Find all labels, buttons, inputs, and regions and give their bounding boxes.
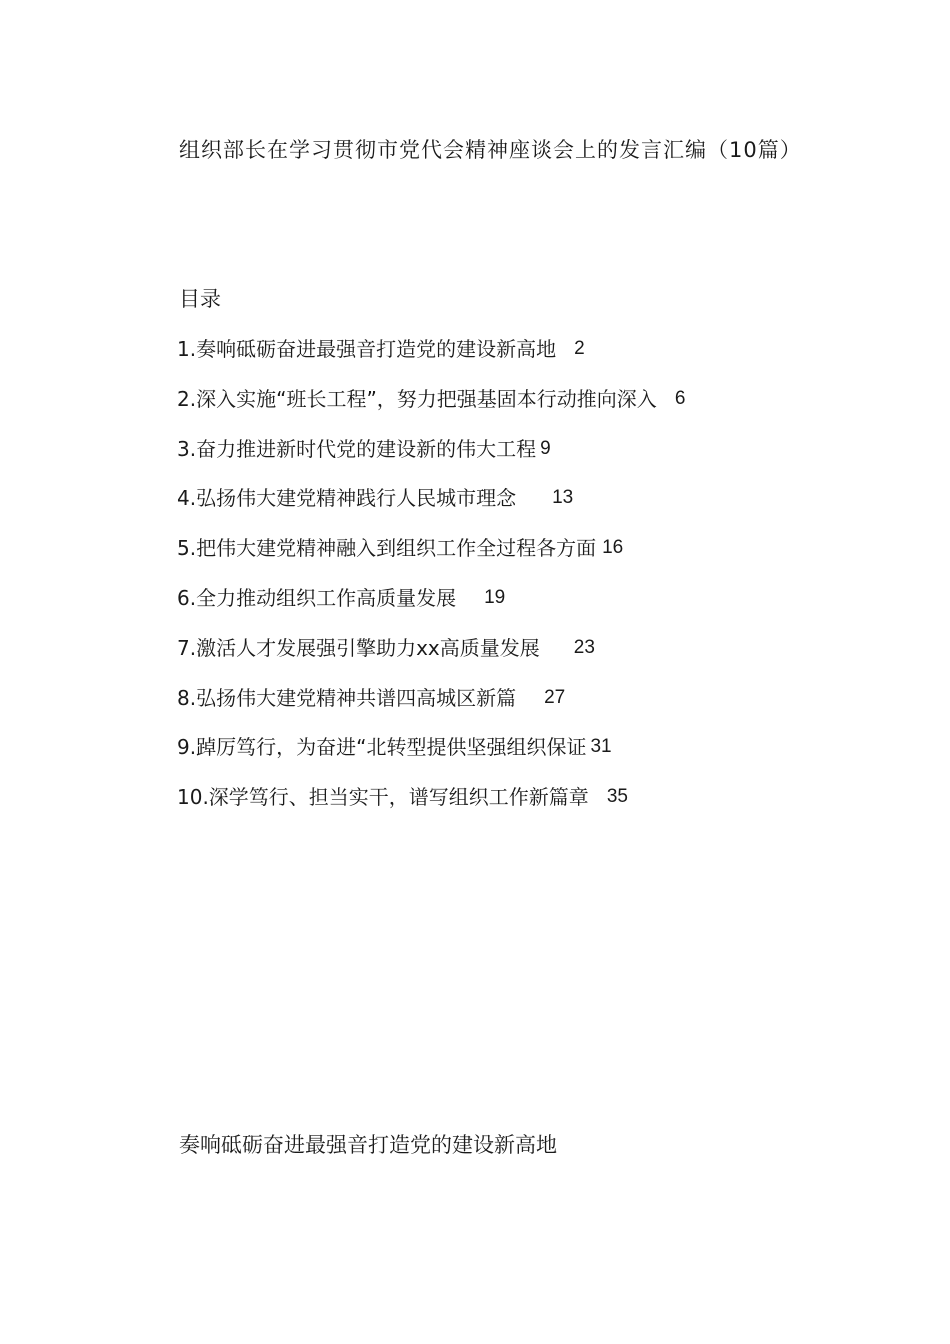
toc-item-page: 19 bbox=[484, 586, 506, 608]
toc-item-page: 16 bbox=[602, 537, 624, 559]
toc-item-text: 5.把伟大建党精神融入到组织工作全过程各方面 bbox=[177, 536, 597, 561]
toc-item-7[interactable] bbox=[177, 633, 685, 683]
toc-heading: 目录 bbox=[179, 287, 221, 311]
toc-item-text: 9.踔厉笃行，为奋进“北转型提供坚强组织保证 bbox=[177, 735, 587, 760]
toc-item-5[interactable] bbox=[177, 533, 685, 583]
toc-item-page: 6 bbox=[674, 387, 686, 409]
toc-item-page: 23 bbox=[573, 636, 595, 658]
toc-item-page: 27 bbox=[544, 686, 566, 708]
toc-item-text: 1.奏响砥砺奋进最强音打造党的建设新高地 bbox=[177, 337, 557, 361]
toc-item-page: 9 bbox=[540, 437, 551, 459]
toc-item-page: 31 bbox=[590, 736, 612, 758]
toc-item-text: 7.激活人才发展强引擎助力xx高质量发展 bbox=[177, 635, 540, 660]
toc-item-4[interactable] bbox=[177, 483, 685, 533]
toc-item-text: 10.深学笃行、担当实干，谱写组织工作新篇章 bbox=[177, 785, 589, 810]
toc-item-text: 2.深入实施“班长工程”，努力把强基固本行动推向深入 bbox=[177, 386, 657, 411]
toc-item-6[interactable] bbox=[177, 583, 685, 633]
toc-item-3[interactable] bbox=[177, 434, 685, 484]
toc-item-1[interactable] bbox=[177, 334, 685, 384]
toc-item-text: 6.全力推动组织工作高质量发展 bbox=[177, 585, 457, 610]
document-title: 组织部长在学习贯彻市党代会精神座谈会上的发言汇编（10篇） bbox=[179, 138, 802, 162]
toc-item-8[interactable] bbox=[177, 683, 685, 733]
toc-item-10[interactable] bbox=[177, 782, 685, 832]
toc-item-text: 3.奋力推进新时代党的建设新的伟大工程 bbox=[177, 436, 537, 461]
toc-item-2[interactable] bbox=[177, 384, 685, 434]
toc-item-page: 13 bbox=[552, 487, 574, 509]
table-of-contents bbox=[177, 334, 685, 832]
toc-item-text: 4.弘扬伟大建党精神践行人民城市理念 bbox=[177, 486, 517, 511]
section-heading: 奏响砥砺奋进最强音打造党的建设新高地 bbox=[179, 1133, 557, 1157]
toc-item-text: 8.弘扬伟大建党精神共谱四高城区新篇 bbox=[177, 685, 517, 710]
toc-item-page: 2 bbox=[574, 338, 585, 359]
toc-item-9[interactable] bbox=[177, 732, 685, 782]
toc-item-page: 35 bbox=[606, 786, 628, 808]
